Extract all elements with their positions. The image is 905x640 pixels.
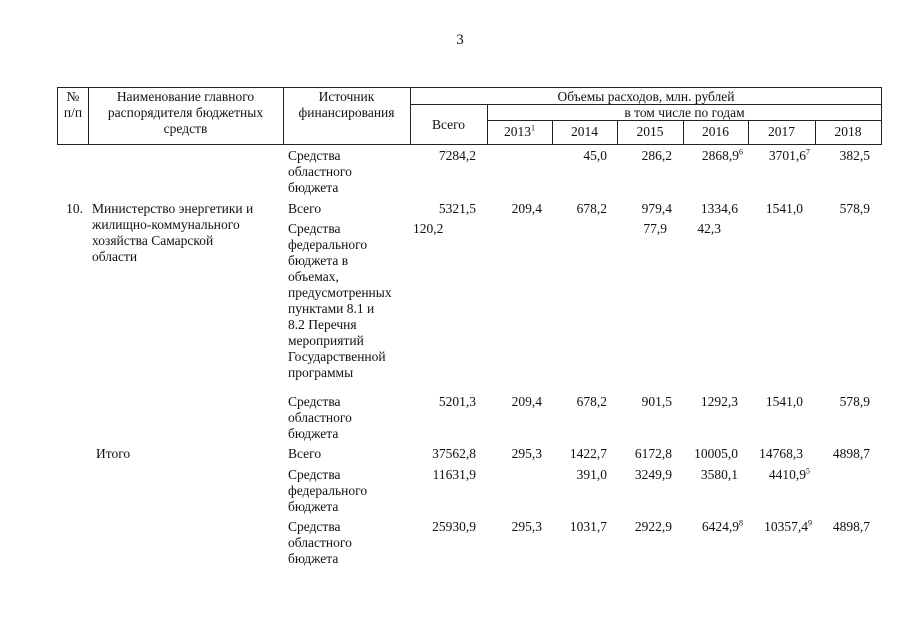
row10-all-total: 5321,5 — [438, 201, 476, 216]
row10-all-2016: 1334,6 — [700, 201, 738, 216]
carry-2016: 2868,9$^6$ — [701, 147, 743, 163]
row10-fed-2016: 42,3 — [697, 221, 721, 236]
row10-all-2014: 678,2 — [576, 201, 607, 216]
itogo-all-2018: 4898,7 — [832, 446, 870, 461]
carry-2015: 286,2 — [641, 148, 672, 163]
itogo-fed-2016: 3580,1 — [700, 467, 738, 482]
itogo-reg-2018: 4898,7 — [832, 519, 870, 534]
itogo-all-total: 37562,8 — [432, 446, 476, 461]
itogo-all-2014: 1422,7 — [569, 446, 607, 461]
header-year-2016: 2016 — [702, 124, 729, 139]
carry-2017: 3701,6$^7$ — [768, 147, 810, 163]
header-by-years: в том числе по годам — [624, 105, 745, 120]
itogo-fed-source: Средства федерального бюджета — [288, 467, 368, 514]
row10-reg-2017: 1541,0 — [765, 394, 803, 409]
row10-fed-2015: 77,9 — [643, 221, 667, 236]
itogo-all-source: Всего — [288, 446, 322, 461]
row10-all-2017: 1541,0 — [765, 201, 803, 216]
table-top-border — [57, 87, 882, 88]
row10-fed-source: Средства федерального бюджета в объемах, предусмотренных пунктами 8.1 и 8.2 Перечня мероприятий Государственной программы — [288, 221, 392, 380]
itogo-all-2013: 295,3 — [511, 446, 542, 461]
carry-2018: 382,5 — [839, 148, 870, 163]
header-year-2018: 2018 — [834, 124, 862, 139]
itogo-fed-2015: 3249,9 — [634, 467, 672, 482]
header-year-2014: 2014 — [571, 124, 598, 139]
row10-fed-total: 120,2 — [413, 221, 444, 236]
header-source: Источник финансирования — [298, 89, 395, 120]
row10-name: Министерство энергетики и жилищно-коммунального хозяйства Самарской области — [92, 201, 254, 264]
itogo-name: Итого — [96, 446, 131, 461]
itogo-all-2017: 14768,3 — [759, 446, 803, 461]
page-number: 3 — [456, 32, 464, 48]
header-year-2017: 2017 — [768, 124, 795, 139]
header-volumes: Объемы расходов, млн. рублей — [557, 89, 735, 104]
itogo-reg-2016: 6424,9$^8$ — [701, 518, 743, 534]
row10-reg-2014: 678,2 — [576, 394, 607, 409]
row10-reg-2018: 578,9 — [839, 394, 870, 409]
row10-reg-2013: 209,4 — [511, 394, 542, 409]
itogo-reg-source: Средства областного бюджета — [288, 519, 352, 566]
row10-all-2018: 578,9 — [839, 201, 870, 216]
itogo-fed-2017: 4410,9$^5$ — [768, 466, 810, 482]
itogo-reg-2015: 2922,9 — [634, 519, 672, 534]
header-name: Наименование главного распорядителя бюджетных средств — [107, 89, 264, 136]
header-bottom-border — [57, 144, 882, 145]
itogo-fed-2014: 391,0 — [576, 467, 607, 482]
itogo-reg-total: 25930,9 — [432, 519, 476, 534]
itogo-all-2016: 10005,0 — [694, 446, 738, 461]
carry-source: Средства областного бюджета — [288, 148, 352, 195]
row10-all-2015: 979,4 — [641, 201, 672, 216]
itogo-reg-2017: 10357,4$^9$ — [764, 518, 812, 534]
itogo-fed-total: 11631,9 — [432, 467, 476, 482]
row10-all-source: Всего — [288, 201, 322, 216]
itogo-all-2015: 6172,8 — [634, 446, 672, 461]
row10-reg-source: Средства областного бюджета — [288, 394, 352, 441]
row10-num: 10. — [66, 201, 83, 216]
header-num: № п/п — [63, 89, 83, 120]
row10-reg-2016: 1292,3 — [700, 394, 738, 409]
carry-2014: 45,0 — [583, 148, 607, 163]
header-total: Всего — [431, 117, 466, 132]
header-year-2015: 2015 — [636, 124, 664, 139]
itogo-reg-2013: 295,3 — [511, 519, 542, 534]
carry-total: 7284,2 — [438, 148, 476, 163]
row10-all-2013: 209,4 — [511, 201, 542, 216]
header-year-2013: 2013$^1$ — [504, 123, 535, 139]
row10-reg-2015: 901,5 — [641, 394, 672, 409]
itogo-reg-2014: 1031,7 — [569, 519, 607, 534]
row10-reg-total: 5201,3 — [438, 394, 476, 409]
